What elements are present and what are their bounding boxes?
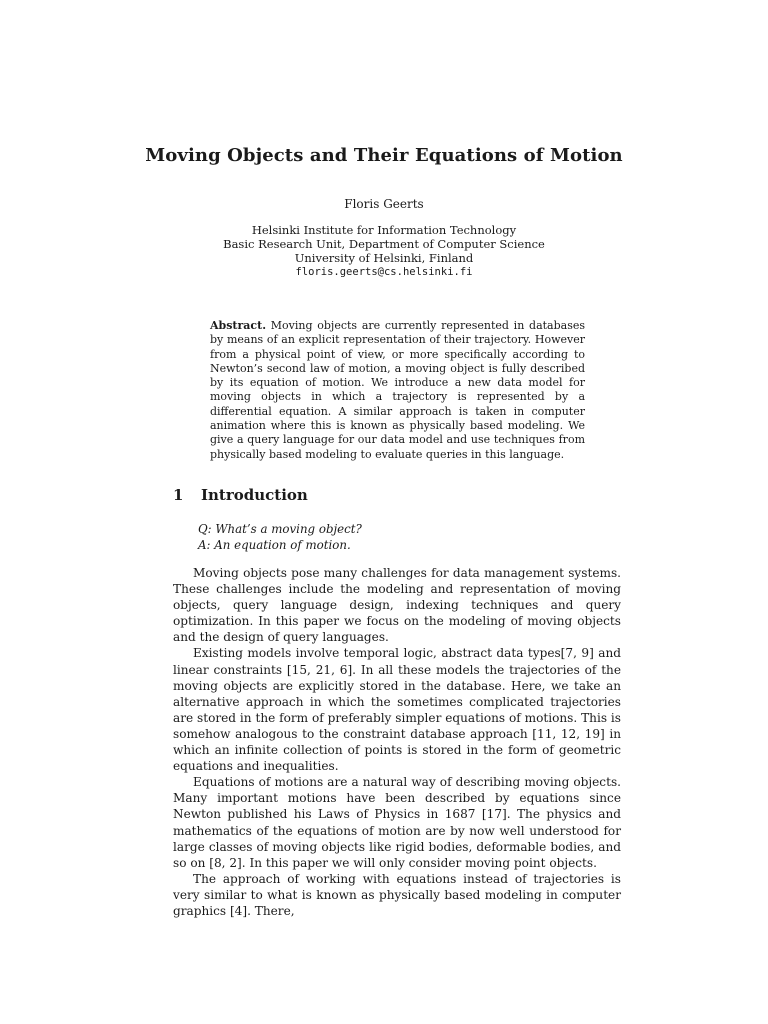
paragraph: Existing models involve temporal logic, abstract data types[7, 9] and linear constraints [15, 21, 6]. In all these models the trajectories of the moving objects are explicitly stored in the database. Here, we take an alternative approach in which the sometimes complicated trajectories are stored in the form of preferably simpler equations of motions. This is somehow analogous to the constraint database approach [11, 12, 19] in which an infinite collection of points is stored in the form of geometric equations and inequalities. xyxy=(173,646,621,774)
epigraph-question: Q: What’s a moving object? xyxy=(198,522,362,536)
author-email: floris.geerts@cs.helsinki.fi xyxy=(295,266,473,278)
epigraph-answer: A: An equation of motion. xyxy=(198,538,351,552)
body-text xyxy=(173,565,621,919)
section-title: Introduction xyxy=(201,486,308,504)
paragraph: Moving objects pose many challenges for data management systems. These challenges include the modeling and representation of moving objects, query language design, indexing techniques and query optimization. In this paper we focus on the modeling of moving objects and the design of query languages. xyxy=(173,566,621,645)
epigraph xyxy=(198,521,362,553)
abstract-label: Abstract. xyxy=(210,319,267,332)
abstract-text: Moving objects are currently represented in databases by means of an explicit representation of their trajectory. However from a physical point of view, or more specifically according to Newton’s second law of motion, a moving object is fully described by its equation of motion. We introduce a new data model for moving objects in which a trajectory is represented by a differential equation. A similar approach is taken in computer animation where this is known as physically based modeling. We give a query language for our data model and use techniques from physically based modeling to evaluate queries in this language. xyxy=(210,319,585,461)
author-name: Floris Geerts xyxy=(344,197,424,211)
paragraph: The approach of working with equations instead of trajectories is very similar to what is known as physically based modeling in computer graphics [4]. There, xyxy=(173,871,621,918)
affiliation-line-1: Helsinki Institute for Information Technology xyxy=(251,223,517,237)
abstract xyxy=(210,319,585,462)
section-heading xyxy=(173,486,308,504)
paragraph: Equations of motions are a natural way of describing moving objects. Many important motions have been described by equations since Newton published his Laws of Physics in 1687 [17]. The physics and mathematics of the equations of motion are by now well understood for large classes of moving objects like rigid bodies, deformable bodies, and so on [8, 2]. In this paper we will only consider moving point objects. xyxy=(173,775,621,870)
section-number: 1 xyxy=(173,486,184,504)
affiliation-line-2: Basic Research Unit, Department of Computer Science xyxy=(223,237,545,251)
affiliation-line-3: University of Helsinki, Finland xyxy=(294,251,474,265)
author-affiliation xyxy=(0,223,768,279)
paper-title: Moving Objects and Their Equations of Motion xyxy=(145,145,623,166)
